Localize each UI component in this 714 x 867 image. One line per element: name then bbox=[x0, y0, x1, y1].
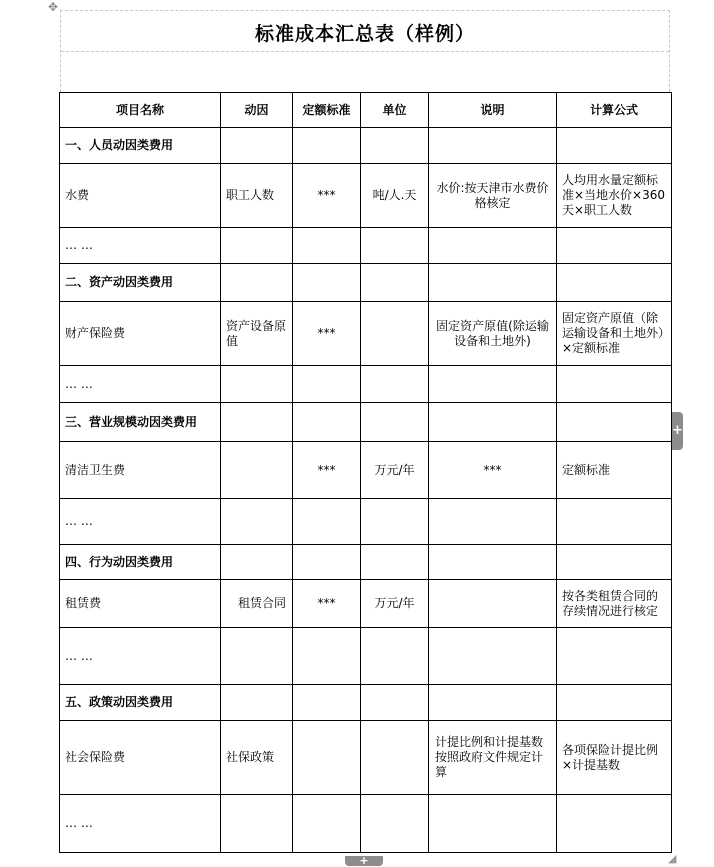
header-unit[interactable]: 单位 bbox=[361, 93, 429, 128]
table-cell[interactable] bbox=[429, 128, 557, 164]
note-cell[interactable]: 水价:按天津市水费价格核定 bbox=[429, 164, 557, 228]
driver-cell[interactable]: 社保政策 bbox=[221, 721, 293, 795]
table-cell[interactable] bbox=[361, 264, 429, 302]
category-row bbox=[60, 128, 672, 164]
table-cell[interactable] bbox=[361, 795, 429, 853]
driver-cell[interactable] bbox=[221, 442, 293, 499]
dashed-gridline bbox=[61, 51, 669, 52]
table-move-handle-icon[interactable]: ✥ bbox=[47, 0, 59, 14]
standard-cell[interactable]: *** bbox=[293, 164, 361, 228]
table-cell[interactable] bbox=[221, 628, 293, 685]
unit-cell[interactable]: 吨/人.天 bbox=[361, 164, 429, 228]
table-cell[interactable] bbox=[293, 795, 361, 853]
item-name-cell[interactable]: 财产保险费 bbox=[60, 302, 221, 366]
formula-cell[interactable]: 固定资产原值（除运输设备和土地外）×定额标准 bbox=[557, 302, 672, 366]
standard-cell[interactable]: *** bbox=[293, 442, 361, 499]
table-cell[interactable] bbox=[221, 499, 293, 545]
table-resize-handle-icon[interactable]: ◢ bbox=[668, 852, 677, 865]
header-item-name[interactable]: 项目名称 bbox=[60, 93, 221, 128]
formula-cell[interactable]: 定额标准 bbox=[557, 442, 672, 499]
header-standard[interactable]: 定额标准 bbox=[293, 93, 361, 128]
table-cell[interactable] bbox=[361, 128, 429, 164]
ellipsis-cell[interactable]: … … bbox=[60, 228, 221, 264]
item-name-cell[interactable]: 清洁卫生费 bbox=[60, 442, 221, 499]
table-cell[interactable] bbox=[293, 228, 361, 264]
ellipsis-row bbox=[60, 499, 672, 545]
driver-cell[interactable]: 职工人数 bbox=[221, 164, 293, 228]
table-cell[interactable] bbox=[221, 685, 293, 721]
table-cell[interactable] bbox=[429, 685, 557, 721]
category-cell[interactable]: 三、营业规模动因类费用 bbox=[60, 403, 221, 442]
ellipsis-row bbox=[60, 628, 672, 685]
note-cell[interactable]: 计提比例和计提基数按照政府文件规定计算 bbox=[429, 721, 557, 795]
table-cell[interactable] bbox=[361, 499, 429, 545]
header-driver[interactable]: 动因 bbox=[221, 93, 293, 128]
note-cell[interactable]: *** bbox=[429, 442, 557, 499]
table-cell[interactable] bbox=[361, 545, 429, 580]
table-cell[interactable] bbox=[221, 264, 293, 302]
category-row bbox=[60, 545, 672, 580]
note-cell[interactable] bbox=[429, 580, 557, 628]
ellipsis-row bbox=[60, 795, 672, 853]
category-cell[interactable]: 二、资产动因类费用 bbox=[60, 264, 221, 302]
table-cell[interactable] bbox=[361, 685, 429, 721]
table-cell[interactable] bbox=[429, 366, 557, 403]
page-title: 标准成本汇总表（样例） bbox=[254, 23, 475, 45]
note-cell[interactable]: 固定资产原值(除运输设备和土地外) bbox=[429, 302, 557, 366]
unit-cell[interactable]: 万元/年 bbox=[361, 442, 429, 499]
ellipsis-cell[interactable]: … … bbox=[60, 628, 221, 685]
item-name-cell[interactable]: 社会保险费 bbox=[60, 721, 221, 795]
table-cell[interactable] bbox=[221, 366, 293, 403]
standard-cell[interactable]: *** bbox=[293, 302, 361, 366]
formula-cell[interactable]: 各项保险计提比例×计提基数 bbox=[557, 721, 672, 795]
ellipsis-row bbox=[60, 366, 672, 403]
add-row-plus-icon[interactable]: + bbox=[345, 856, 383, 866]
category-cell[interactable]: 四、行为动因类费用 bbox=[60, 545, 221, 580]
standard-cell[interactable] bbox=[293, 721, 361, 795]
table-cell[interactable] bbox=[221, 228, 293, 264]
table-cell[interactable] bbox=[429, 228, 557, 264]
table-cell[interactable] bbox=[557, 366, 672, 403]
table-cell[interactable] bbox=[429, 403, 557, 442]
table-cell[interactable] bbox=[429, 545, 557, 580]
table-cell[interactable] bbox=[429, 264, 557, 302]
title-cell[interactable] bbox=[60, 10, 670, 92]
standard-cost-table bbox=[59, 92, 672, 853]
unit-cell[interactable] bbox=[361, 721, 429, 795]
item-row bbox=[60, 442, 672, 499]
ellipsis-cell[interactable]: … … bbox=[60, 499, 221, 545]
category-row bbox=[60, 685, 672, 721]
table-cell[interactable] bbox=[557, 264, 672, 302]
table-cell[interactable] bbox=[429, 795, 557, 853]
header-formula[interactable]: 计算公式 bbox=[557, 93, 672, 128]
table-cell[interactable] bbox=[557, 228, 672, 264]
table-cell[interactable] bbox=[221, 128, 293, 164]
table-cell[interactable] bbox=[557, 795, 672, 853]
formula-cell[interactable]: 人均用水量定额标准×当地水价×360天×职工人数 bbox=[557, 164, 672, 228]
category-cell[interactable]: 五、政策动因类费用 bbox=[60, 685, 221, 721]
category-row bbox=[60, 403, 672, 442]
table-cell[interactable] bbox=[293, 685, 361, 721]
table-cell[interactable] bbox=[557, 545, 672, 580]
table-cell[interactable] bbox=[221, 795, 293, 853]
driver-cell[interactable]: 租赁合同 bbox=[221, 580, 293, 628]
standard-cell[interactable]: *** bbox=[293, 580, 361, 628]
table-cell[interactable] bbox=[361, 228, 429, 264]
item-row bbox=[60, 721, 672, 795]
category-cell[interactable]: 一、人员动因类费用 bbox=[60, 128, 221, 164]
table-cell[interactable] bbox=[429, 499, 557, 545]
table-cell[interactable] bbox=[293, 403, 361, 442]
ellipsis-cell[interactable]: … … bbox=[60, 795, 221, 853]
driver-cell[interactable]: 资产设备原值 bbox=[221, 302, 293, 366]
item-row bbox=[60, 164, 672, 228]
table-cell[interactable] bbox=[293, 366, 361, 403]
table-cell[interactable] bbox=[293, 545, 361, 580]
table-cell[interactable] bbox=[557, 628, 672, 685]
unit-cell[interactable] bbox=[361, 302, 429, 366]
unit-cell[interactable]: 万元/年 bbox=[361, 580, 429, 628]
header-note[interactable]: 说明 bbox=[429, 93, 557, 128]
add-column-plus-icon[interactable]: + bbox=[672, 412, 683, 450]
item-name-cell[interactable]: 水费 bbox=[60, 164, 221, 228]
table-cell[interactable] bbox=[557, 685, 672, 721]
item-name-cell[interactable]: 租赁费 bbox=[60, 580, 221, 628]
table-cell[interactable] bbox=[557, 499, 672, 545]
item-row bbox=[60, 302, 672, 366]
header-row bbox=[60, 93, 672, 128]
table-cell[interactable] bbox=[221, 545, 293, 580]
formula-cell[interactable]: 按各类租赁合同的存续情况进行核定 bbox=[557, 580, 672, 628]
table-cell[interactable] bbox=[293, 499, 361, 545]
table-cell[interactable] bbox=[221, 403, 293, 442]
table-cell[interactable] bbox=[557, 403, 672, 442]
table-cell[interactable] bbox=[361, 628, 429, 685]
table-cell[interactable] bbox=[361, 366, 429, 403]
item-row bbox=[60, 580, 672, 628]
ellipsis-cell[interactable]: … … bbox=[60, 366, 221, 403]
ellipsis-row bbox=[60, 228, 672, 264]
table-cell[interactable] bbox=[361, 403, 429, 442]
table-cell[interactable] bbox=[429, 628, 557, 685]
table-cell[interactable] bbox=[293, 264, 361, 302]
table-cell[interactable] bbox=[293, 128, 361, 164]
table-cell[interactable] bbox=[557, 128, 672, 164]
table-cell[interactable] bbox=[293, 628, 361, 685]
category-row bbox=[60, 264, 672, 302]
